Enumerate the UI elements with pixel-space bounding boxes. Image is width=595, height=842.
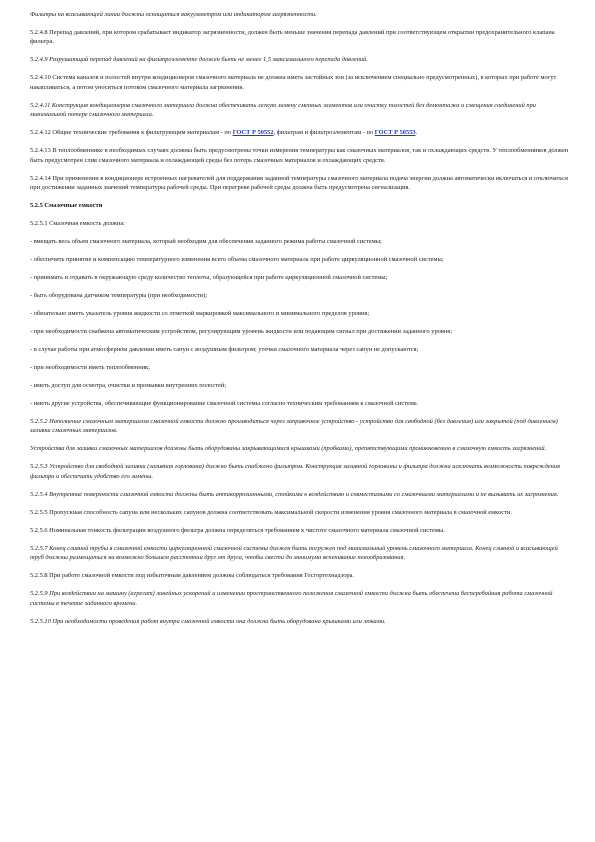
paragraph: - принимать и отдавать в окружающую среду количество теплоты, образующейся при работе циркуляционной смазочной системы; — [30, 274, 388, 282]
section-heading: 5.2.5 Смазочные емкости — [30, 202, 103, 210]
paragraph: 5.2.5.6 Номинальная тонкость фильтрации воздушного фильтра должна определяться требованием к чистоте смазочного материала смазочной системы. — [30, 526, 445, 534]
paragraph: - вмещать весь объем смазочного материала, который необходим для обеспечения заданного режима работы смазочной системы; — [30, 238, 382, 246]
paragraph-text: , фильтрам и фильтроэлементам - по — [273, 129, 375, 137]
paragraph: 5.2.4.11 Конструкция кондиционеров смазочного материала должна обеспечивать легкую замену сменных элементов или очистку полостей без демонтажа и смещения соединений при минимальной потере смазочного материала. — [30, 101, 537, 119]
paragraph: - быть оборудована датчиком температуры (при необходимости); — [30, 292, 208, 300]
paragraph: 5.2.5.5 Пропускная способность сапуна или нескольких сапунов должна соответствовать максимальной скорости изменения уровня смазочного материала в смазочной емкости. — [30, 508, 512, 516]
paragraph-text: . — [415, 129, 418, 137]
paragraph: 5.2.5.8 При работе смазочной емкости под избыточным давлением должны соблюдаться требования Госгортехнадзора. — [30, 572, 355, 580]
paragraph — [30, 128, 570, 137]
paragraph: 5.2.4.14 При применении в кондиционере встроенных нагревателей для поддержания заданной температуры смазочного материала подача энергии должна автоматически включаться и отключаться при достижении заданных значений температуры рабочей среды. При перегреве рабочей среды должна быть предусмотрена сигнализация. — [30, 174, 568, 192]
paragraph: 5.2.5.2 Наполнение смазочным материалом смазочной емкости должно производиться через заправочное устройство - устройство для свободной (без давления) или закрытой (под давлением) заливки смазочных материалов. — [30, 418, 558, 435]
paragraph: 5.2.5.4 Внутренние поверхности смазочной емкости должны быть антикоррозионными, стойкими к воздействию и совместимыми со смазочными материалами и не вызывать их загрязнения. — [30, 490, 559, 498]
paragraph: 5.2.5.9 При воздействии на машину (агрегат) линейных ускорений и изменении пространственного положения смазочной емкости должна быть обеспечена бесперебойная работа смазочной системы в течение заданного времени. — [30, 590, 553, 607]
paragraph: - обеспечить принятие и компенсацию температурного изменения всего объема смазочного материала при работе циркуляционной смазочной системы; — [30, 256, 444, 264]
paragraph: 5.2.5.7 Конец сливной трубы в смазочной емкости циркуляционной смазочной системы должен быть погружен под минимальный уровень смазочного материала. Конец сливной и всасывающей труб должны размещаться на возможно большем расстоянии друг от друга, чтобы свести до минимума вспенивание пенообразования. — [30, 544, 558, 562]
paragraph: - при необходимости иметь теплообменник; — [30, 364, 150, 372]
paragraph: 5.2.4.9 Разрушающий перепад давлений на фильтроэлементе должен быть не менее 1,5 максимального перепада давлений. — [30, 56, 368, 64]
standard-link[interactable]: ГОСТ Р 50553 — [374, 129, 416, 137]
paragraph: 5.2.4.10 Система каналов и полостей внутри кондиционеров смазочного материала не должна иметь застойных зон (за исключением специально предусмотренных), в которых при работе могут накапливаться, а потом уноситься потоком смазочного материала загрязнения. — [30, 74, 557, 91]
standard-link[interactable]: ГОСТ Р 50552 — [232, 129, 274, 137]
paragraph: - обязательно иметь указатель уровня жидкости со отметкой маркировкой максимального и минимального пределов уровня; — [30, 310, 370, 318]
document-body — [30, 10, 570, 635]
paragraph: - при необходимости снабжена автоматическим устройством, регулирующим уровень жидкости или подающим сигнал при достижении заданного уровня; — [30, 328, 453, 336]
paragraph: - иметь другие устройства, обеспечивающие функционирование смазочной системы согласно техническим требованиям к смазочной системе. — [30, 400, 419, 408]
paragraph: 5.2.4.8 Перепад давлений, при котором срабатывает индикатор загрязненности, должен быть меньше значения перепада давлений при соответствующем открытии предохранительного клапана фильтра. — [30, 29, 555, 46]
paragraph: 5.2.4.13 В теплообменнике в необходимых случаях должны быть предусмотрены точки измерения температуры как смазочных материалов, так и охлаждающих средств. У теплообменников должен быть предусмотрен слив смазочного материала и охлаждающей среды без потерь смазочных материалов и охлаждающих средств. — [30, 147, 569, 164]
paragraph-text: 5.2.4.12 Общие технические требования к фильтрующим материалам - по — [30, 129, 233, 137]
paragraph: 5.2.5.1 Смазочная емкость должна: — [30, 220, 125, 228]
paragraph: Фильтры на всасывающей линии должны оснащаться вакуумметром или индикатором загрязненности. — [30, 11, 317, 18]
paragraph: Устройства для заливки смазочных материалов должны быть оборудованы закрывающимися крышками (пробками), препятствующими проникновению в смазочную емкость загрязнений. — [30, 445, 547, 453]
paragraph: 5.2.5.10 При необходимости проведения работ внутри смазочной емкости она должна быть оборудована крышками или люками. — [30, 617, 386, 625]
paragraph: - в случае работы при атмосферном давлении иметь сапун с воздушным фильтром; утечки смазочного материала через сапун не допускаются; — [30, 346, 419, 354]
paragraph: 5.2.5.3 Устройство для свободной заливки (заливная горловина) должно быть снабжено фильтром. Конструкция заливной горловины и фильтра должна исключать возможность повреждения фильтра и обеспечить удобство его замены. — [30, 463, 560, 480]
paragraph: - иметь доступ для осмотра, очистки и промывки внутренних полостей; — [30, 382, 227, 390]
